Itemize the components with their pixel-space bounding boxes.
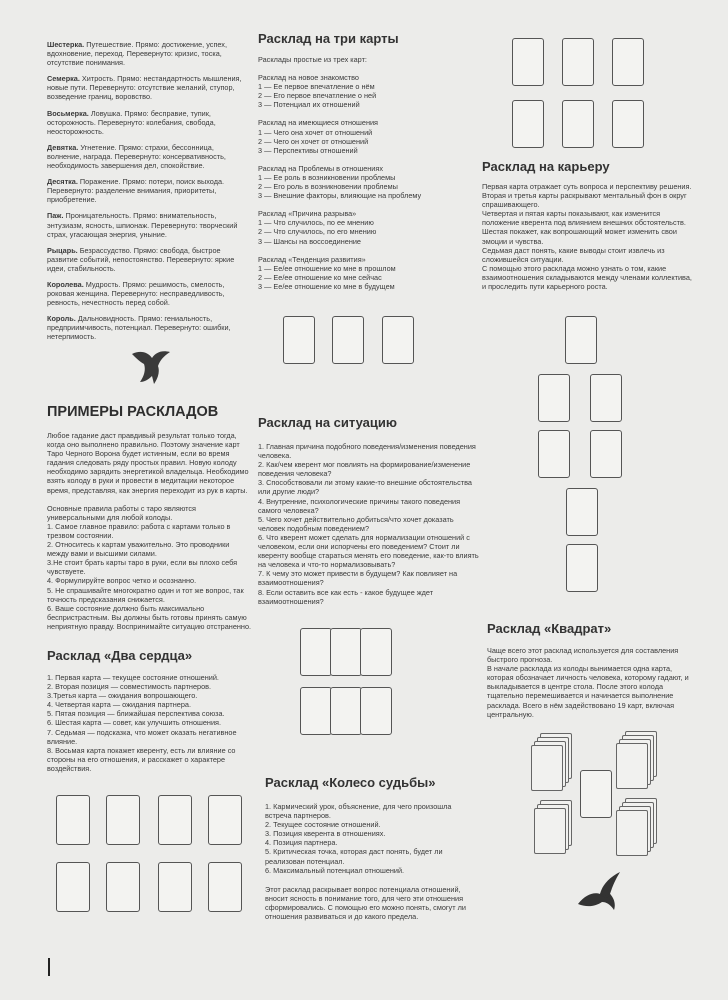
- group-title: Расклад на Проблемы в отношениях: [258, 163, 383, 173]
- two-hearts-item: 2. Вторая позиция — совместимость партнеров.: [47, 682, 212, 692]
- rule-item: 1. Самое главное правило: работа с картами только в трезвом состоянии.: [47, 521, 231, 540]
- card-slot: [590, 430, 622, 478]
- career-item: Шестая покажет, как вопрошающий может изменить свои эмоции и чувства.: [482, 227, 677, 246]
- two-hearts-item: 8. Восьмая карта покажет кверенту, есть ли влияние со стороны на его отношения, и расскажет о характере воздействия.: [47, 745, 236, 773]
- rule-item: 6. Ваше состояние должно быть максимально беспристрастным. Вы должны быть готовы принять самую неприятную правду. Воспринимайте ситуацию отстраненно.: [47, 603, 252, 631]
- three-card-group-acquaintance: [258, 73, 478, 109]
- raven-icon: [574, 864, 624, 914]
- card-slot: [208, 862, 242, 912]
- card-slot: [612, 100, 644, 148]
- card-slot: [56, 862, 90, 912]
- square-list: [487, 646, 697, 719]
- situation-title: Расклад на ситуацию: [258, 415, 397, 430]
- card-stack: [531, 745, 563, 791]
- square-section: [487, 622, 697, 719]
- group-item: 3 — Внешние факторы, влияющие на проблему: [258, 191, 422, 201]
- situation-item: 4. Внутренние, психологические причины такого поведения самого человека?: [258, 496, 461, 515]
- wheel-item: 3. Позиция кверента в отношениях.: [265, 829, 386, 839]
- rule-item: 5. Не спрашивайте многократно один и тот же вопрос, так точность предсказания снижается.: [47, 585, 244, 604]
- card-slot: [300, 687, 332, 735]
- card-slot: [360, 628, 392, 676]
- rules-intro: Основные правила работы с таро являются универсальными для любой колоды.: [47, 503, 196, 522]
- meaning-seven: Семерка. Хитрость. Прямо: нестандартность мышления, новые пути. Перевернуто: отсутствие желаний, ступор, возведение границ, воровство.: [47, 74, 242, 102]
- career-section: [482, 160, 697, 291]
- group-item: 2 — Чего он хочет от отношений: [258, 136, 369, 146]
- three-card-group-problems: [258, 164, 478, 200]
- situation-list: [258, 442, 480, 606]
- career-item: Вторая и третья карты раскрывают ментальный фон в округ спрашивающего.: [482, 191, 687, 210]
- card-slot: [590, 374, 622, 422]
- rule-item: 4. Формулируйте вопрос четко и осознанно.: [47, 576, 197, 586]
- card-slot: [158, 795, 192, 845]
- career-item: Седьмая даст понять, какие выводы стоит извлечь из сложившейся ситуации.: [482, 245, 665, 264]
- two-hearts-list: [47, 673, 252, 773]
- two-hearts-item: 3.Третья карта — ожидания вопрошающего.: [47, 691, 198, 701]
- rules-list: [47, 522, 252, 631]
- two-hearts-title: Расклад «Два сердца»: [47, 647, 193, 663]
- card-slot: [382, 316, 414, 364]
- group-item: 1 — Чего она хочет от отношений: [258, 127, 373, 137]
- examples-intro: Любое гадание даст правдивый результат только тогда, когда оно выполнено правильно. Поэтому значение карт Таро Черного Ворона будет истинным, если во время гадания следовать ряду простых правил. Новую колоду необходимо зарядить энергетикой владельца. Необходимо взять колоду в руки и провести в медитации некоторое время, представляя, как энергия переходит из рук в карты.: [47, 431, 249, 495]
- group-item: 3 — Ее/ее отношение ко мне в будущем: [258, 281, 395, 291]
- card-slot: [330, 687, 362, 735]
- career-item: Первая карта отражает суть вопроса и перспективу решения.: [482, 182, 692, 191]
- situation-item: 1. Главная причина подобного поведения/изменения поведения человека.: [258, 442, 476, 461]
- examples-section: [47, 404, 252, 773]
- card-stack: [616, 810, 648, 856]
- left-column: [47, 40, 247, 349]
- situation-item: 3. Способствовали ли этому какие-то внешние обстоятельства или другие люди?: [258, 478, 472, 497]
- group-title: Расклад «Тенденция развития»: [258, 254, 366, 264]
- meaning-queen: Королева. Мудрость. Прямо: решимость, смелость, роковая женщина. Перевернуто: несправедливость, ревность, нечестность перед собой.: [47, 279, 225, 308]
- card-slot: [566, 544, 598, 592]
- rule-item: 2. Относитесь к картам уважительно. Это проводники между вами и высшими силами.: [47, 540, 230, 559]
- square-item: Чаще всего этот расклад используется для составления быстрого прогноза.: [487, 646, 679, 665]
- wheel-item: 5. Критическая точка, которая даст понять, будет ли реализован потенциал.: [265, 847, 443, 866]
- card-slot: [538, 374, 570, 422]
- situation-item: 2. Как/чем кверент мог повлиять на формирование/изменение поведения человека?: [258, 460, 471, 479]
- meaning-ten: Десятка. Поражение. Прямо: потери, поиск выхода. Перевернуто: разделение внимания, приоритеты, приобретение.: [47, 177, 225, 205]
- career-item: С помощью этого расклада можно узнать о том, какие взаимоотношения складываются между членами коллектива, и проследить пути карьерного роста.: [482, 263, 692, 292]
- two-hearts-item: 6. Шестая карта — совет, как улучшить отношения.: [47, 718, 222, 728]
- three-card-group-breakup: [258, 209, 478, 245]
- group-title: Расклад «Причина разрыва»: [258, 209, 357, 219]
- card-slot: [158, 862, 192, 912]
- group-item: 1 — Ее роль в возникновении проблемы: [258, 172, 396, 182]
- group-item: 3 — Потенциал их отношений: [258, 100, 360, 110]
- wheel-item: 1. Кармический урок, объяснение, для чего произошла встреча партнеров.: [265, 802, 452, 821]
- card-slot: [208, 795, 242, 845]
- meaning-king: Король. Дальновидность. Прямо: гениальность, предприимчивость, потенциал. Перевернуто: ошибки, нетерпимость.: [47, 314, 231, 342]
- meaning-nine: Девятка. Угнетение. Прямо: страхи, бессонница, волнение, награда. Перевернуто: консервативность, необходимость завершения дел, спокойствие.: [47, 142, 226, 171]
- examples-title: ПРИМЕРЫ РАСКЛАДОВ: [47, 404, 219, 420]
- card-slot: [512, 38, 544, 86]
- group-item: 1 — Что случилось, по ее мнению: [258, 218, 374, 228]
- career-item: Четвертая и пятая карты показывают, как изменится положение кверента под влиянием внешних обстоятельств.: [482, 209, 686, 228]
- card-slot: [512, 100, 544, 148]
- group-item: 2 — Что случилось, по его мнению: [258, 227, 377, 237]
- group-item: 2 — Его роль в возникновении проблемы: [258, 182, 398, 192]
- three-card-group-trend: [258, 255, 478, 291]
- situation-item: 7. К чему это может привести в будущем? Как повлияет на взаимоотношения?: [258, 569, 458, 588]
- meaning-eight: Восьмерка. Ловушка. Прямо: бесправие, тупик, осторожность. Перевернуто: колебания, свобода, неосторожность.: [47, 108, 216, 136]
- three-card-group-existing: [258, 118, 478, 154]
- wheel-title: Расклад «Колесо судьбы»: [265, 775, 436, 790]
- group-item: 1 — Ее/ее отношение ко мне в прошлом: [258, 263, 396, 273]
- card-slot: [106, 862, 140, 912]
- two-hearts-item: 7. Седьмая — подсказка, что может оказать негативное влияние.: [47, 727, 237, 746]
- wheel-item: 6. Максимальный потенциал отношений.: [265, 865, 405, 875]
- two-hearts-item: 4. Четвертая карта — ожидания партнера.: [47, 700, 191, 710]
- career-list: [482, 182, 697, 291]
- wheel-list: [265, 802, 475, 875]
- card-slot: [566, 488, 598, 536]
- group-item: 3 — Шансы на воссоединение: [258, 236, 361, 246]
- three-cards-title: Расклад на три карты: [258, 31, 399, 46]
- group-item: 2 — Ее/ее отношение ко мне сейчас: [258, 272, 382, 282]
- two-hearts-item: 5. Пятая позиция — ближайшая перспектива союза.: [47, 709, 225, 719]
- wheel-outro: Этот расклад раскрывает вопрос потенциала отношений, вносит ясность в понимание того, для чего эти отношения сформировались. С помощью его можно понять, смогут ли отношения развиваться и до какого предела.: [265, 884, 466, 922]
- card-slot: [56, 795, 90, 845]
- square-item: В начале расклада из колоды вынимается одна карта, которая обозначает личность человека, которому гадают, и выкладывается в центре стола. После этого колода тщательно перемешивается и начинается выполнение расклада. Всего в нём задействовано 19 карт, включая центральную.: [487, 664, 689, 719]
- group-item: 3 — Перспективы отношений: [258, 145, 358, 155]
- card-stack: [534, 808, 566, 854]
- card-slot: [612, 38, 644, 86]
- raven-icon: [130, 346, 172, 386]
- square-title: Расклад «Квадрат»: [487, 621, 612, 636]
- group-item: 2 — Его первое впечатление о ней: [258, 91, 377, 101]
- situation-section: [258, 416, 480, 606]
- wheel-item: 2. Текущее состояние отношений.: [265, 820, 381, 830]
- meaning-knight: Рыцарь. Безрассудство. Прямо: свобода, быстрое развитие событий, непостоянство. Перевернуто: яркие идеи, стабильность.: [47, 245, 235, 273]
- two-hearts-item: 1. Первая карта — текущее состояние отношений.: [47, 672, 219, 682]
- card-slot: [106, 795, 140, 845]
- card-slot: [562, 100, 594, 148]
- wheel-item: 4. Позиция партнера.: [265, 838, 338, 848]
- three-cards-intro: Расклады простые из трех карт:: [258, 55, 367, 64]
- card-slot: [332, 316, 364, 364]
- rule-item: 3.Не стоит брать карты таро в руки, если вы плохо себя чувствуете.: [47, 558, 238, 577]
- minor-arcana-meanings: [47, 40, 247, 342]
- group-title: Расклад на имеющиеся отношения: [258, 118, 379, 128]
- card-slot: [538, 430, 570, 478]
- wheel-section: [265, 776, 475, 921]
- group-item: 1 — Ее первое впечатление о нём: [258, 82, 375, 92]
- card-slot: [360, 687, 392, 735]
- situation-item: 6. Что кверент может сделать для нормализации отношений с человеком, если они испорчены его поведением? Стоит ли кверенту вообще стараться менять его поведение, как-то влиять на человека и что-то нормализовывать?: [258, 532, 479, 570]
- page-edge-mark: [48, 958, 50, 976]
- card-slot: [300, 628, 332, 676]
- situation-item: 5. Чего хочет действительно добиться/что хочет доказать человек подобным поведением?: [258, 514, 454, 533]
- meaning-six: Шестерка. Путешествие. Прямо: достижение, успех, вдохновение, переход. Перевернуто: кризис, тоска, отсутствие понимания.: [47, 40, 227, 68]
- group-title: Расклад на новое знакомство: [258, 73, 359, 83]
- card-slot: [283, 316, 315, 364]
- situation-item: 8. Если оставить все как есть - какое будущее ждет взаимоотношения?: [258, 587, 434, 606]
- center-card: [580, 770, 612, 818]
- card-stack: [616, 743, 648, 789]
- meaning-page: Паж. Проницательность. Прямо: внимательность, энтузиазм, ясность, шпионаж. Перевернуто: творческий страх, угасающая энергия, уныние.: [47, 211, 238, 239]
- career-title: Расклад на карьеру: [482, 159, 610, 174]
- card-slot: [562, 38, 594, 86]
- card-slot: [330, 628, 362, 676]
- card-slot: [565, 316, 597, 364]
- middle-column-top: [258, 32, 478, 291]
